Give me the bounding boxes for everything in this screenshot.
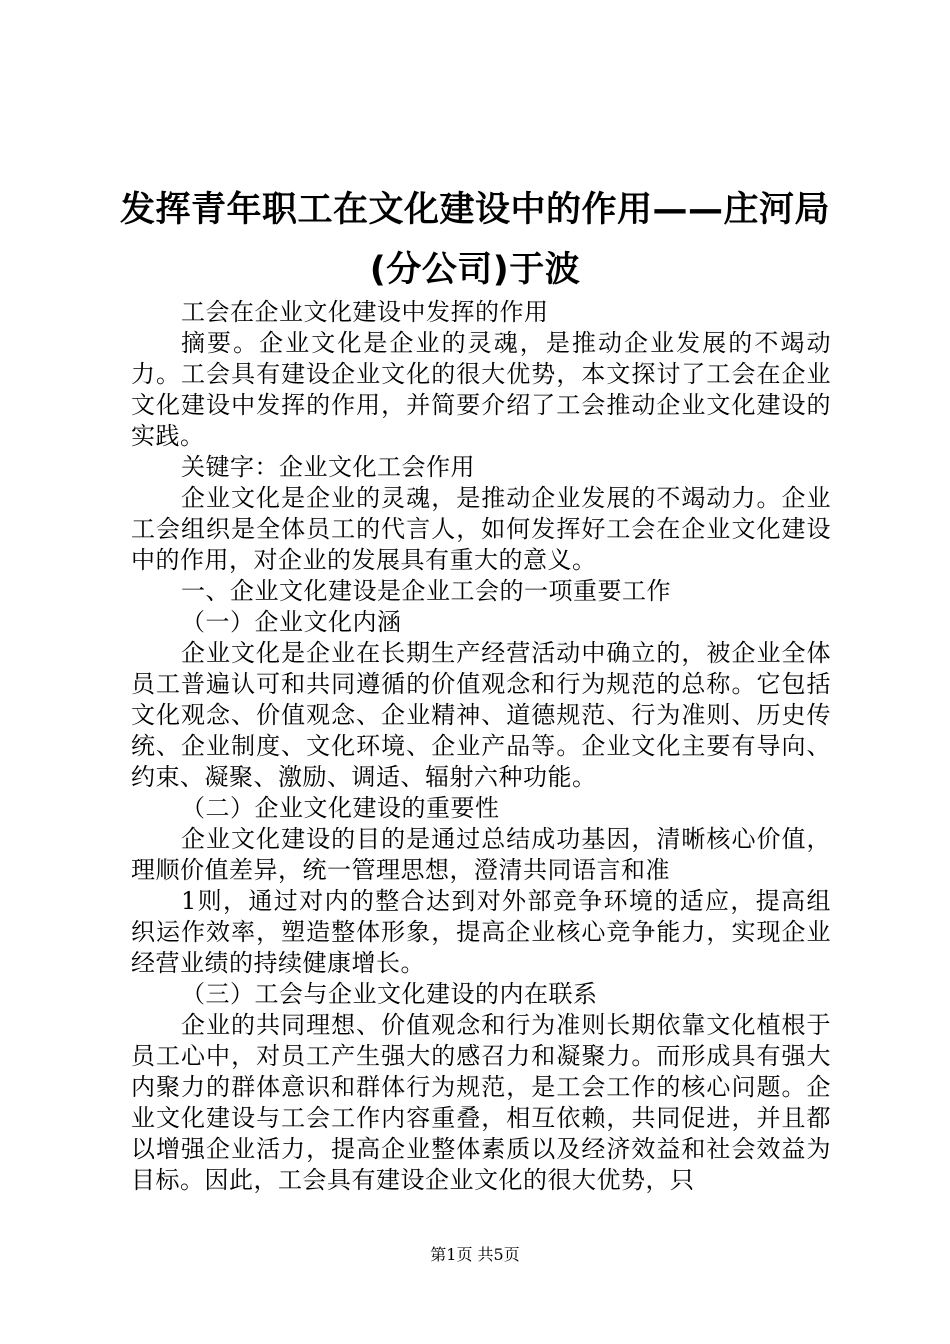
body-paragraph: 1则，通过对内的整合达到对外部竞争环境的适应，提高组织运作效率，塑造整体形象，提高企业核心竞争能力，实现企业经营业绩的持续健康增长。 <box>131 887 831 977</box>
body-paragraph: 企业的共同理想、价值观念和行为准则长期依靠文化植根于员工心中，对员工产生强大的感召力和凝聚力。而形成具有强大内聚力的群体意识和群体行为规范，是工会工作的核心问题。企业文化建设与工会工作内容重叠，相互依赖，共同促进，并且都以增强企业活力，提高企业整体素质以及经济效益和社会效益为目标。因此，工会具有建设企业文化的很大优势，只 <box>131 1011 831 1194</box>
subsection-heading-2: （二）企业文化建设的重要性 <box>181 794 500 822</box>
abstract-paragraph: 摘要。企业文化是企业的灵魂，是推动企业发展的不竭动力。工会具有建设企业文化的很大优势，本文探讨了工会在企业文化建设中发挥的作用，并简要介绍了工会推动企业文化建设的实践。 <box>131 329 831 450</box>
document-title-line-2: (分公司)于波 <box>369 250 581 290</box>
body-paragraph: 企业文化是企业在长期生产经营活动中确立的，被企业全体员工普遍认可和共同遵循的价值观念和行为规范的总称。它包括文化观念、价值观念、企业精神、道德规范、行为准则、历史传统、企业制度、文化环境、企业产品等。企业文化主要有导向、约束、凝聚、激励、调适、辐射六种功能。 <box>131 639 831 791</box>
subsection-heading-1: （一）企业文化内涵 <box>181 608 402 636</box>
section-heading-1: 一、企业文化建设是企业工会的一项重要工作 <box>181 577 671 605</box>
document-body <box>131 297 831 1196</box>
section-heading: 工会在企业文化建设中发挥的作用 <box>181 298 549 326</box>
page-footer: 第1页 共5页 <box>430 1245 520 1264</box>
keywords-line: 关键字：企业文化工会作用 <box>181 453 475 481</box>
body-paragraph: 企业文化建设的目的是通过总结成功基因，清晰核心价值，理顺价值差异，统一管理思想，澄清共同语言和准 <box>131 825 831 884</box>
document-title-line-1: 发挥青年职工在文化建设中的作用——庄河局 <box>119 190 830 230</box>
intro-paragraph: 企业文化是企业的灵魂，是推动企业发展的不竭动力。企业工会组织是全体员工的代言人，如何发挥好工会在企业文化建设中的作用，对企业的发展具有重大的意义。 <box>131 484 831 574</box>
subsection-heading-3: （三）工会与企业文化建设的内在联系 <box>181 980 598 1008</box>
